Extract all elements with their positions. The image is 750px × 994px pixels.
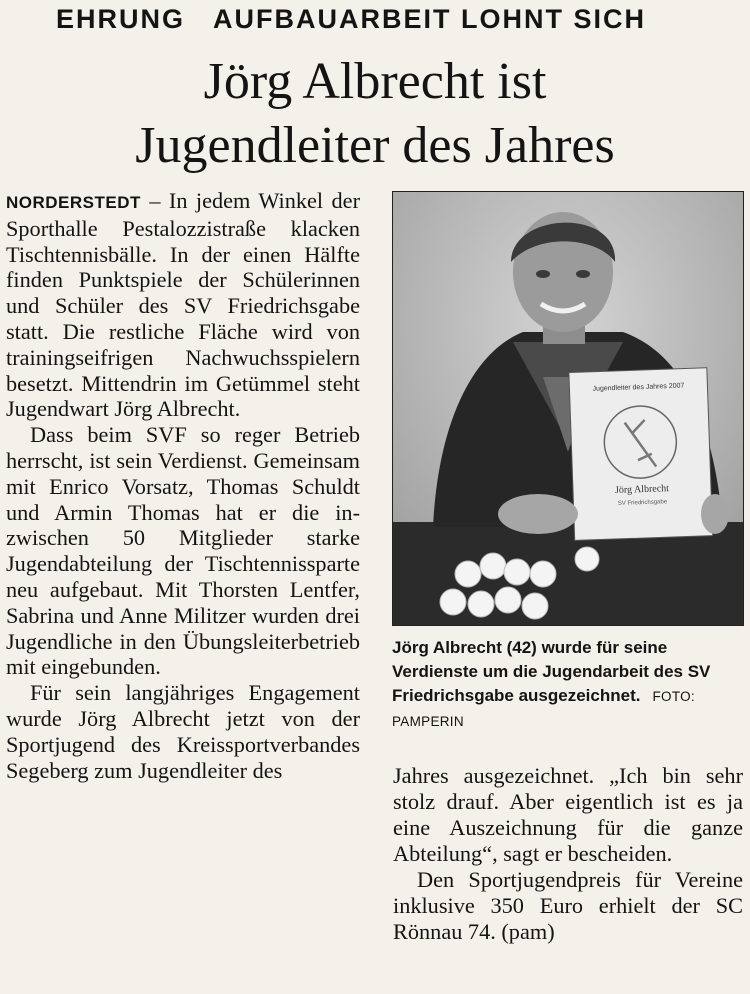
article-paragraph: Für sein langjähriges Engagement wurde Jörg Albrecht jetzt von der Sportjugend des Kreissportverbandes Segeberg zum Jugendleiter des	[6, 680, 360, 783]
article-column-right	[393, 763, 743, 945]
article-paragraph: Dass beim SVF so reger Betrieb herrscht, ist sein Verdienst. Gemeinsam mit Enrico Vorsatz, Thomas Schuldt und Armin Thomas hat er die inzwischen 50 Mitglieder starke Jugendabteilung der Tischtennissparte neu aufgebaut. Mit Thorsten Lentfer, Sabrina und Anne Militzer wurden drei Jugendliche in den Übungsleiterbetrieb mit eingebunden.	[6, 422, 360, 680]
article-paragraph: Jahres ausgezeichnet. „Ich bin sehr stolz drauf. Aber eigentlich ist es ja eine Auszeichnung für die ganze Abteilung“, sagt er bescheiden.	[393, 763, 743, 866]
photo-caption	[392, 636, 744, 734]
certificate-name: Jörg Albrecht	[614, 483, 670, 497]
photo-image	[393, 192, 743, 625]
lead-text: – In jedem Winkel der Sporthalle Pestalozzistraße klacken Tischtennisbälle. In der einen Hälfte finden Punktspiele der Schülerinnen und Schüler des SV Friedrichsgabe statt. Die restliche Fläche wird von trainingseifrigen Nachwuchsspielern besetzt. Mittendrin im Getümmel steht Jugendwart Jörg Albrecht.	[6, 188, 360, 422]
headline	[0, 50, 750, 178]
certificate-title: Jugendleiter des Jahres 2007	[592, 382, 685, 393]
article-paragraph: Den Sportjugendpreis für Vereine inklusive 350 Euro erhielt der SC Rönnau 74. (pam)	[393, 867, 743, 944]
dateline: NORDERSTEDT	[6, 193, 141, 212]
headline-line-1: Jörg Albrecht ist	[203, 53, 547, 110]
article-column-left	[6, 188, 360, 783]
photo	[392, 191, 744, 626]
caption-text: Jörg Albrecht (42) wurde für seine Verdienste um die Jugendarbeit des SV Friedrichsgabe ausgezeichnet.	[392, 638, 711, 705]
certificate-club: SV Friedrichsgabe	[617, 499, 668, 507]
topline: AUFBAUARBEIT LOHNT SICH	[213, 4, 646, 34]
photo-credit: FOTO: PAMPERIN	[392, 689, 695, 729]
kicker-line	[56, 4, 646, 35]
section-label: EHRUNG	[56, 4, 186, 34]
article-paragraph	[6, 188, 360, 422]
headline-line-2: Jugendleiter des Jahres	[135, 117, 615, 174]
